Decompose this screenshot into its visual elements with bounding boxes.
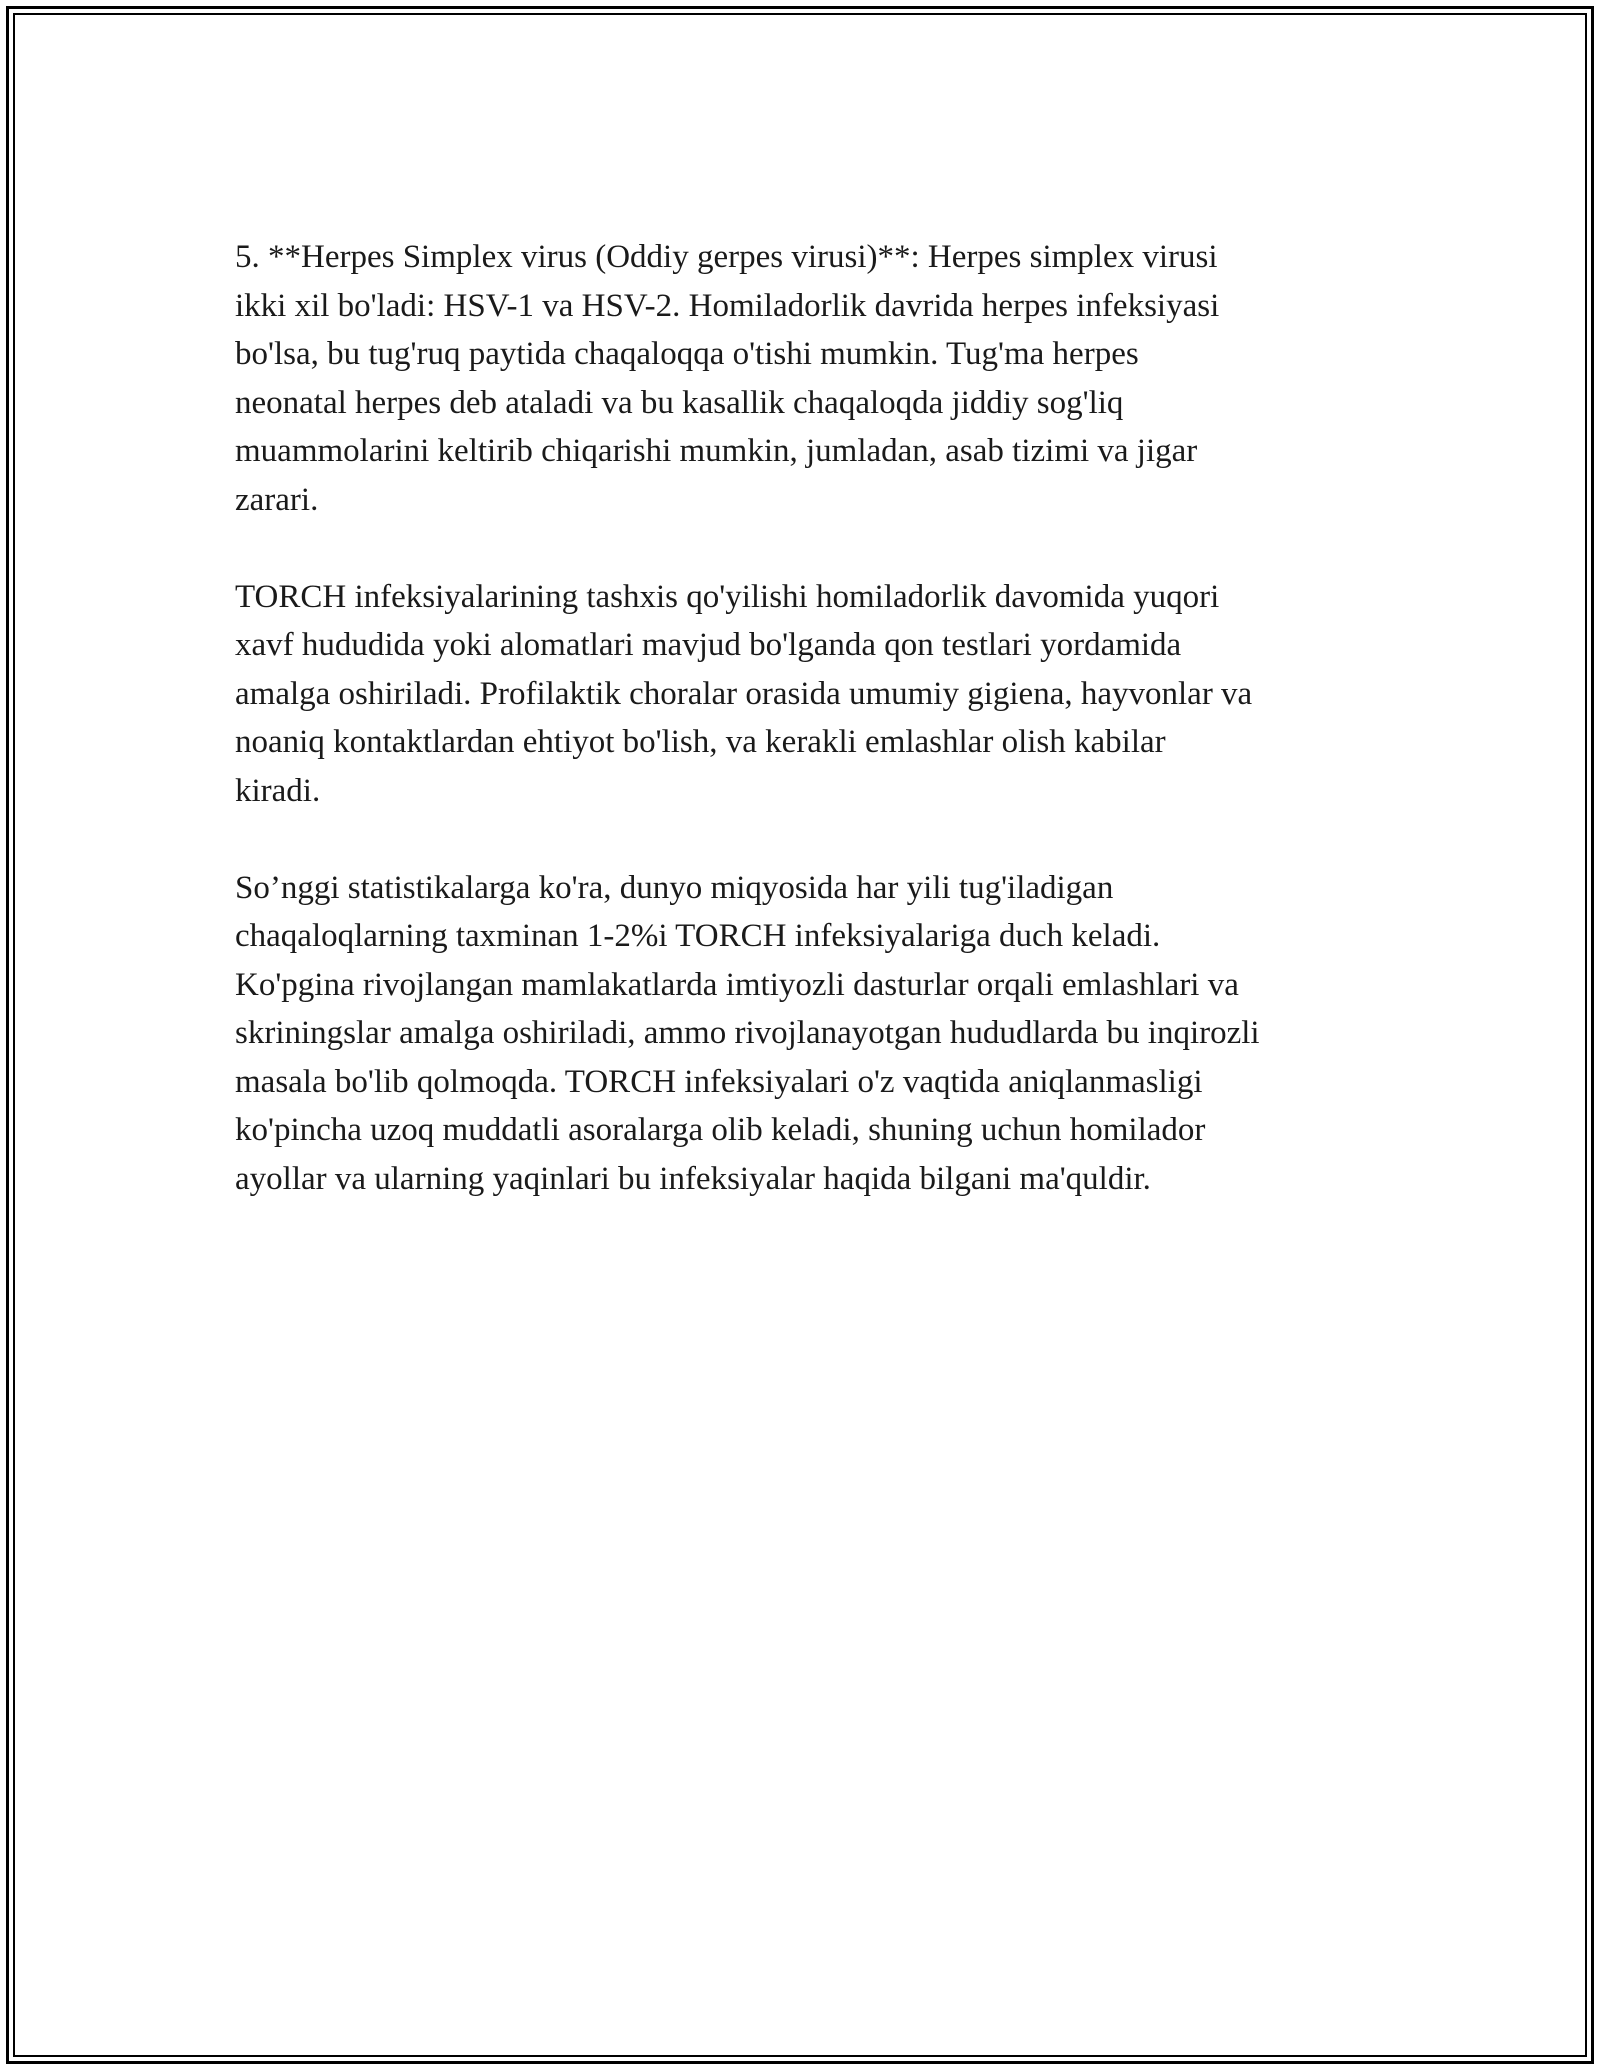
text-line: ikki xil bo'ladi: HSV-1 va HSV-2. Homiladorlik davrida herpes infeksiyasi	[235, 287, 1220, 324]
text-line: Ko'pgina rivojlangan mamlakatlarda imtiyozli dasturlar orqali emlashlari va	[235, 966, 1239, 1003]
text-line: chaqaloqlarning taxminan 1-2%i TORCH infeksiyalariga duch keladi.	[235, 918, 1161, 954]
text-line: amalga oshiriladi. Profilaktik choralar orasida umumiy gigiena, hayvonlar va	[235, 675, 1253, 712]
paragraph-statistics	[235, 864, 1375, 1204]
text-line: 5. **Herpes Simplex virus (Oddiy gerpes virusi)**: Herpes simplex virusi	[235, 239, 1218, 275]
text-line: TORCH infeksiyalarining tashxis qo'yilishi homiladorlik davomida yuqori	[235, 578, 1220, 615]
document-body	[235, 233, 1375, 1252]
text-line: neonatal herpes deb ataladi va bu kasallik chaqaloqda jiddiy sog'liq	[235, 384, 1124, 421]
text-line: kiradi.	[235, 772, 321, 809]
text-line: noaniq kontaktlardan ehtiyot bo'lish, va kerakli emlashlar olish kabilar	[235, 724, 1166, 760]
text-line: ko'pincha uzoq muddatli asoralarga olib keladi, shuning uchun homilador	[235, 1112, 1206, 1148]
text-line: xavf hududida yoki alomatlari mavjud bo'lganda qon testlari yordamida	[235, 627, 1182, 663]
text-line: So’nggi statistikalarga ko'ra, dunyo miqyosida har yili tug'iladigan	[235, 869, 1114, 906]
text-line: ayollar va ularning yaqinlari bu infeksiyalar haqida bilgani ma'quldir.	[235, 1160, 1151, 1197]
paragraph-herpes-simplex	[235, 233, 1375, 524]
text-line: bo'lsa, bu tug'ruq paytida chaqaloqqa o'tishi mumkin. Tug'ma herpes	[235, 336, 1139, 372]
text-line: masala bo'lib qolmoqda. TORCH infeksiyalari o'z vaqtida aniqlanmasligi	[235, 1063, 1203, 1100]
text-line: zarari.	[235, 481, 319, 518]
paragraph-torch-diagnosis	[235, 573, 1375, 816]
text-line: muammolarini keltirib chiqarishi mumkin, jumladan, asab tizimi va jigar	[235, 433, 1198, 469]
text-line: skriningslar amalga oshiriladi, ammo rivojlanayotgan hududlarda bu inqirozli	[235, 1015, 1260, 1051]
